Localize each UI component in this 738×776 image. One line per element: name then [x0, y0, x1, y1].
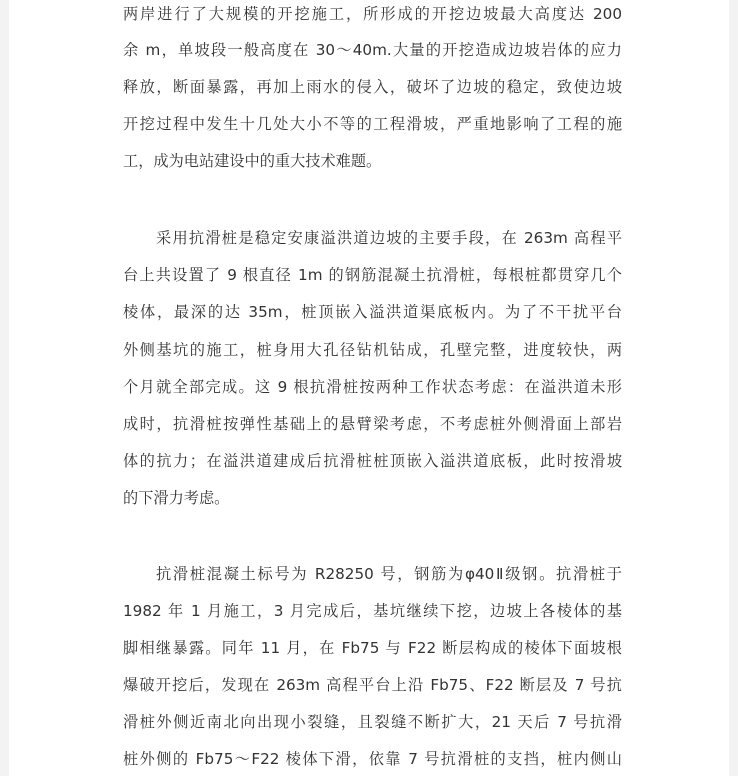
paragraph-line: 余 m，单坡段一般高度在 30～40m.大量的开挖造成边坡岩体的应力	[123, 41, 622, 59]
paragraph-line: 两岸进行了大规模的开挖施工，所形成的开挖边坡最大高度达 200	[123, 5, 622, 23]
paragraph-line: 棱体，最深的达 35m，桩顶嵌入溢洪道渠底板内。为了不干扰平台	[123, 303, 622, 321]
paragraph-line: 脚相继暴露。同年 11 月，在 Fb75 与 F22 断层构成的棱体下面坡根	[123, 639, 622, 657]
paragraph-line: 释放，断面暴露，再加上雨水的侵入，破坏了边坡的稳定，致使边坡	[123, 78, 622, 96]
paragraph-line: 抗滑桩混凝土标号为 R28250 号，钢筋为φ40Ⅱ级钢。抗滑桩于	[156, 565, 622, 583]
paragraph-line: 采用抗滑桩是稳定安康溢洪道边坡的主要手段，在 263m 高程平	[156, 229, 622, 247]
paragraph-line: 的下滑力考虑。	[123, 489, 230, 507]
paragraph-line: 工，成为电站建设中的重大技术难题。	[123, 152, 382, 170]
paragraph-line: 体的抗力；在溢洪道建成后抗滑桩桩顶嵌入溢洪道底板，此时按滑坡	[123, 452, 622, 470]
paragraph-line: 个月就全部完成。这 9 根抗滑桩按两种工作状态考虑：在溢洪道未形	[123, 378, 622, 396]
paragraph-line: 1982 年 1 月施工，3 月完成后，基坑继续下挖，边坡上各棱体的基	[123, 602, 622, 620]
paragraph-line: 成时，抗滑桩按弹性基础上的悬臂梁考虑，不考虑桩外侧滑面上部岩	[123, 415, 622, 433]
paragraph-line: 爆破开挖后，发现在 263m 高程平台上沿 Fb75、F22 断层及 7 号抗	[123, 676, 622, 694]
paragraph-line: 滑桩外侧近南北向出现小裂缝，且裂缝不断扩大，21 天后 7 号抗滑	[123, 713, 622, 731]
document-page	[9, 0, 729, 776]
paragraph-line: 桩外侧的 Fb75～F22 棱体下滑，依靠 7 号抗滑桩的支挡，桩内侧山	[123, 750, 622, 768]
paragraph-line: 外侧基坑的施工，桩身用大孔径钻机钻成，孔壁完整，进度较快，两	[123, 341, 622, 359]
paragraph-line: 开挖过程中发生十几处大小不等的工程滑坡，严重地影响了工程的施	[123, 115, 622, 133]
paragraph-line: 台上共设置了 9 根直径 1m 的钢筋混凝土抗滑桩，每根桩都贯穿几个	[123, 266, 622, 284]
